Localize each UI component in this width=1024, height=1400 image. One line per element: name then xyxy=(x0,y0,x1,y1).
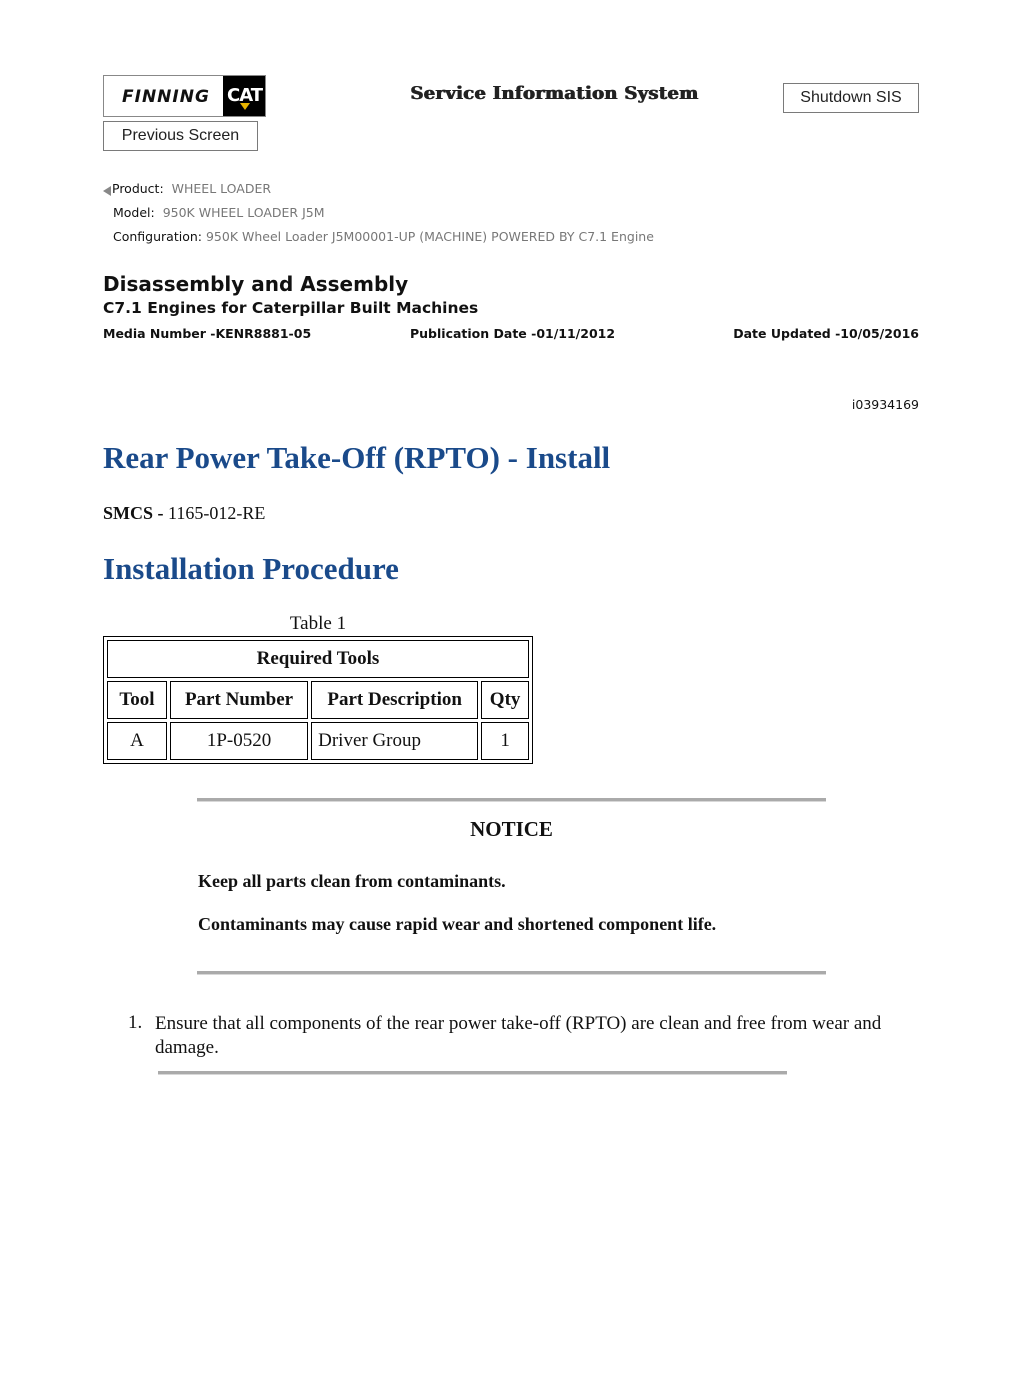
product-row xyxy=(112,181,271,196)
section-title: Installation Procedure xyxy=(103,551,399,586)
media-number: Media Number -KENR8881-05 xyxy=(103,326,312,341)
configuration-value: 950K Wheel Loader J5M00001-UP (MACHINE) POWERED BY C7.1 Engine xyxy=(205,229,654,244)
shutdown-sis-button[interactable]: Shutdown SIS xyxy=(783,83,919,113)
notice-line: Contaminants may cause rapid wear and shortened component life. xyxy=(198,914,717,934)
document-subtitle: C7.1 Engines for Caterpillar Built Machines xyxy=(103,299,479,317)
step-number: 1. xyxy=(128,1012,143,1033)
date-updated: Date Updated -10/05/2016 xyxy=(733,326,919,341)
required-tools-table xyxy=(103,636,533,764)
table-title: Required Tools xyxy=(107,640,529,678)
smcs-code xyxy=(103,503,265,524)
smcs-label: SMCS - xyxy=(103,503,164,523)
document-id: i03934169 xyxy=(851,397,919,412)
product-value: WHEEL LOADER xyxy=(171,181,272,196)
notice-bottom-divider xyxy=(197,971,826,975)
table-cell: 1P-0520 xyxy=(170,722,308,760)
model-value: 950K WHEEL LOADER J5M xyxy=(162,205,325,220)
cat-logo-text: CAT xyxy=(227,85,263,106)
model-label: Model: xyxy=(113,205,155,220)
page-title: Rear Power Take-Off (RPTO) - Install xyxy=(103,440,611,475)
table-row xyxy=(107,722,529,760)
cat-logo xyxy=(223,76,265,116)
publication-date: Publication Date -01/11/2012 xyxy=(410,326,616,341)
table-cell: A xyxy=(107,722,167,760)
configuration-label: Configuration: xyxy=(113,229,202,244)
column-header: Tool xyxy=(107,681,167,719)
configuration-row xyxy=(113,229,654,244)
previous-screen-button[interactable]: Previous Screen xyxy=(103,121,258,151)
table-header-row xyxy=(107,681,529,719)
model-row xyxy=(113,205,325,220)
table-cell: 1 xyxy=(481,722,529,760)
table-cell: Driver Group xyxy=(311,722,478,760)
document-title: Disassembly and Assembly xyxy=(103,272,409,296)
product-label: Product: xyxy=(112,181,164,196)
column-header: Part Description xyxy=(311,681,478,719)
finning-cat-logo xyxy=(103,75,266,117)
column-header: Part Number xyxy=(170,681,308,719)
notice-top-divider xyxy=(197,798,826,802)
notice-title: NOTICE xyxy=(470,817,553,841)
back-arrow-icon[interactable] xyxy=(103,186,111,196)
step-text: Ensure that all components of the rear power take-off (RPTO) are clean and free from wear and damage. xyxy=(155,1013,882,1058)
step-divider xyxy=(158,1071,787,1075)
notice-line: Keep all parts clean from contaminants. xyxy=(198,871,506,891)
table-title-row xyxy=(107,640,529,678)
finning-logo-text: FINNING xyxy=(122,87,210,107)
cat-triangle-icon xyxy=(240,103,250,110)
table-caption: Table 1 xyxy=(289,613,347,634)
app-title: Service Information System xyxy=(410,83,699,104)
column-header: Qty xyxy=(481,681,529,719)
smcs-value: 1165-012-RE xyxy=(168,503,266,523)
